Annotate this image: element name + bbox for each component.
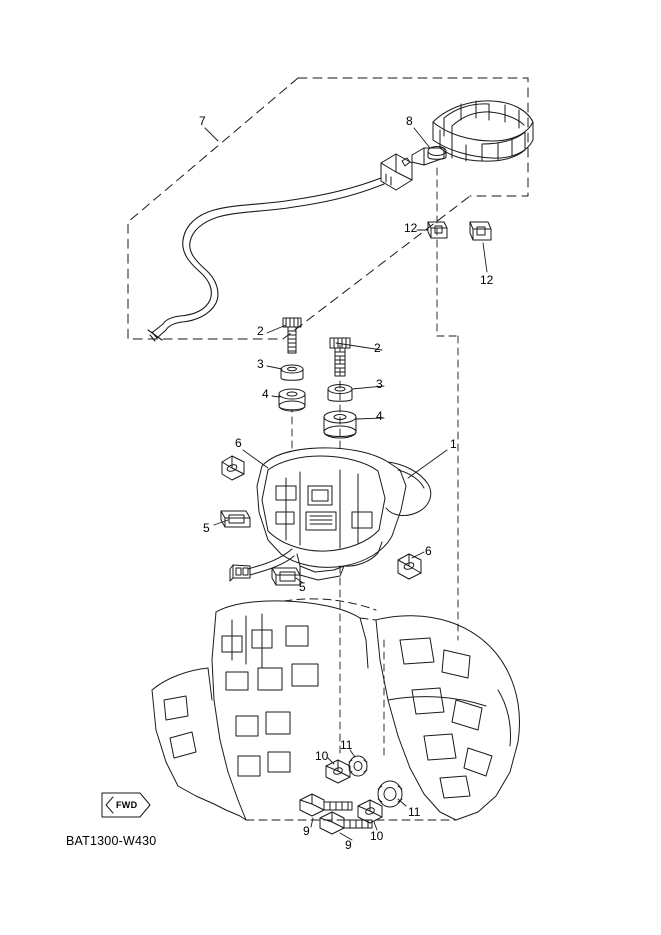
tail-light-body [257, 448, 431, 580]
leader-lines [205, 128, 487, 843]
callout-8: 8 [406, 114, 413, 128]
bushing-11-right [378, 781, 402, 807]
dashed-alignment-lines [292, 168, 458, 763]
nut-6-right [398, 554, 421, 579]
callout-1: 1 [450, 437, 457, 451]
tail-lamp-lens [433, 101, 533, 161]
fwd-label: FWD [116, 800, 138, 810]
bolt-9-left [300, 794, 352, 816]
callout-3-right: 3 [376, 377, 383, 391]
callout-11-upper: 11 [340, 738, 353, 752]
callout-2-right: 2 [374, 341, 381, 355]
screw-2-left [283, 318, 301, 353]
callout-9-left: 9 [303, 824, 310, 838]
callout-12-upper: 12 [404, 221, 418, 235]
clip-5-right [272, 568, 300, 585]
bushing-11-left [349, 756, 367, 776]
callout-9-right: 9 [345, 838, 352, 852]
rear-fender-right [376, 616, 520, 820]
callout-6-right: 6 [425, 544, 432, 558]
callout-5-left: 5 [203, 521, 210, 535]
part-code-label: BAT1300-W430 [66, 834, 157, 848]
callout-3-left: 3 [257, 357, 264, 371]
callout-11-lower: 11 [408, 805, 421, 819]
clip-12-left [428, 222, 447, 238]
callout-6-left: 6 [235, 436, 242, 450]
nut-6-left [222, 456, 244, 480]
tail-light-lead [230, 549, 294, 581]
dashed-fender-guides [246, 599, 456, 820]
harness-connector [381, 154, 412, 190]
rear-fender-bracket [152, 601, 368, 820]
clip-12-right [470, 222, 491, 240]
washer-3-left [281, 365, 303, 380]
callout-10-lower: 10 [370, 829, 384, 843]
grommet-4-left [279, 389, 305, 411]
callout-10-upper: 10 [315, 749, 329, 763]
dashed-region-harness [128, 78, 528, 339]
callout-4-right: 4 [376, 409, 383, 423]
callout-5-right: 5 [299, 580, 306, 594]
bolt-9-right [320, 812, 372, 834]
callout-2-left: 2 [257, 324, 264, 338]
callout-4-left: 4 [262, 387, 269, 401]
wiring-harness [148, 178, 384, 341]
callout-12-lower: 12 [480, 273, 494, 287]
clip-5-left [221, 511, 250, 527]
collar-10-left [326, 760, 350, 783]
callout-7: 7 [199, 114, 206, 128]
